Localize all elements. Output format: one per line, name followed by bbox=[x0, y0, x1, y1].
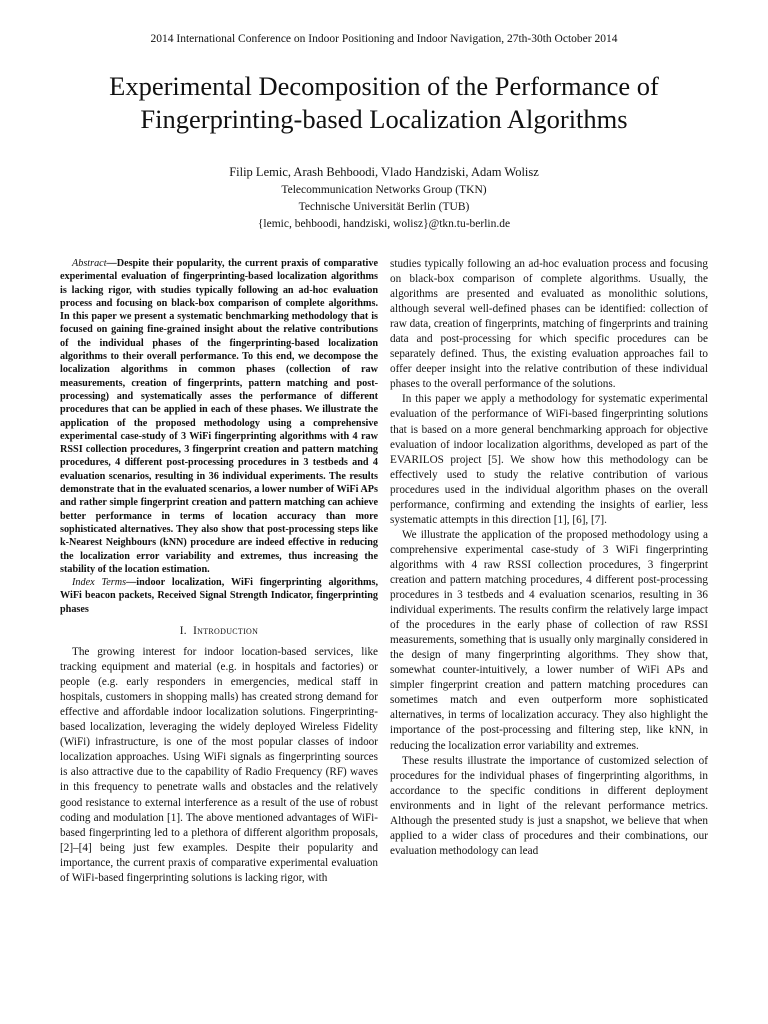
affiliation-group: Telecommunication Networks Group (TKN) bbox=[281, 184, 487, 196]
paper-title bbox=[40, 70, 728, 136]
index-terms bbox=[60, 576, 378, 616]
author-names: Filip Lemic, Arash Behboodi, Vlado Handziski, Adam Wolisz bbox=[229, 165, 539, 179]
abstract-text: —Despite their popularity, the current praxis of comparative experimental evaluation of fingerprinting-based localization algorithms is lacking rigor, with studies typically following an ad-hoc evaluation process and focusing on black-box comparison of complete algorithms. In this paper we present a systematic benchmarking methodology that is focused on gaining fine-grained insight about the relative contributions of the individual phases of the fingerprinting-based localization algorithms to their overall performance. To this end, we decompose the localization algorithms in common phases (collection of raw measurements, creation of fingerprints, pattern matching and post-processing) and systematically asses the performance of different procedures that can be applied in each of these phases. We illustrate the application of the proposed methodology using a comprehensive experimental case-study of 3 WiFi fingerprinting algorithms with 4 raw RSSI collection procedures, 3 fingerprint creation and pattern matching procedures, 4 different post-processing procedures in 3 testbeds and 4 evaluation scenarios, resulting in 36 individual experiments. The results demonstrate that in the evaluated scenarios, a lower number of WiFi APs and rather simple fingerprint creation and pattern matching can achieve better performance in terms of location accuracy than more sophisticated alternatives. They also show that post-processing steps like k-Nearest Neighbours (kNN) procedure are indeed effective in reducing the localization error variability and extremes, thus increasing the stability of the location estimation. bbox=[60, 258, 378, 575]
section-heading-introduction bbox=[60, 624, 378, 639]
affiliation-university: Technische Universität Berlin (TUB) bbox=[298, 201, 470, 213]
author-emails: {lemic, behboodi, handziski, wolisz}@tkn.tu-berlin.de bbox=[257, 218, 511, 230]
intro-paragraph-continued: studies typically following an ad-hoc evaluation process and focusing on black-box comparison of complete algorithms. Usually, the algorithms are presented and evaluated as monolithic solutions, although several well-defined phases can be identified: collection of raw data, creation of fingerprints, matching of fingerprints and training data and post-processing for which specific procedures can be separately defined. Thus, the existing evaluation approaches fail to offer deeper insight into the relative contribution of these individual phases to the overall performance of the solutions. bbox=[390, 258, 708, 391]
section-number: I. bbox=[179, 625, 187, 638]
author-block bbox=[0, 162, 768, 233]
index-terms-text: —indoor localization, WiFi fingerprinting algorithms, WiFi beacon packets, Received Signal Strength Indicator, fingerprinting phases bbox=[60, 577, 378, 615]
intro-paragraph-3: We illustrate the application of the proposed methodology using a comprehensive experimental case-study of 3 WiFi fingerprinting algorithms with 4 raw RSSI collection procedures, 3 fingerprint creation and pattern matching procedures, 4 different post-processing procedures in 3 testbeds and 4 evaluation scenarios, resulting in 36 individual experiments. The results confirm the relatively large impact of the procedures in the early phase of collection of raw RSSI measurements, something that is usually only marginally considered in the design of many fingerprinting algorithms. They show that, somewhat counter-intuitively, a lower number of WiFi APs and simpler fingerprint creation and pattern matching procedures can sometimes match and even outperform more sophisticated alternatives, in terms of localization accuracy. They also highlight the importance of the post-processing and filtering step, like kNN, in reducing the localization error variability and extremes. bbox=[390, 528, 708, 752]
index-terms-label: Index Terms bbox=[72, 577, 127, 589]
abstract-label: Abstract bbox=[72, 258, 107, 269]
intro-paragraph-1: The growing interest for indoor location-based services, like tracking equipment and material (e.g. in hospitals and factories) or people (e.g. early responders in emergencies, medical staff in hospitals, customers in shopping malls) has created strong demand for effective and affordable indoor localization solutions. Fingerprinting-based localization, leveraging the widely deployed Wireless Fidelity (WiFi) infrastructure, is one of the most popular classes of indoor localization approaches. Using WiFi signals as fingerprinting sources is also attractive due to the capability of Radio Frequency (RF) waves in this frequency to penetrate walls and obstacles and the relatively good resistance to external interference as a result of the use of robust coding and modulation [1]. The above mentioned advantages of WiFi-based fingerprinting led to a plethora of different algorithm proposals, [2]–[4] being just few examples. Despite their popularity and importance, the current praxis of comparative experimental evaluation of WiFi-based fingerprinting solutions is lacking rigor, with bbox=[60, 646, 378, 884]
abstract bbox=[60, 257, 378, 576]
intro-paragraph-4: These results illustrate the importance of customized selection of procedures for the individual phases of fingerprinting algorithms, in accordance to the specific conditions in different deployment environments and in light of the relevant performance metrics. Although the presented study is just a snapshot, we believe that when applied to a wider class of procedures and their combinations, our evaluation methodology can lead bbox=[390, 754, 708, 857]
right-column bbox=[390, 257, 708, 859]
section-title: Introduction bbox=[193, 625, 259, 638]
paper-title-line-1: Experimental Decomposition of the Performance of bbox=[109, 71, 659, 101]
left-column bbox=[60, 257, 378, 886]
paper-title-line-2: Fingerprinting-based Localization Algorithms bbox=[140, 104, 628, 134]
intro-paragraph-2: In this paper we apply a methodology for systematic experimental evaluation of the performance of WiFi-based fingerprinting solutions that is based on a more general benchmarking approach for objective evaluation of indoor localization algorithms, developed as part of the EVARILOS project [5]. We show how this methodology can be effectively used to study the relative contribution of various procedures used in the individual algorithm phases on the overall performance, confirming and extending the insights of earlier, less systematic attempts in this direction [1], [6], [7]. bbox=[390, 393, 708, 526]
conference-header: 2014 International Conference on Indoor Positioning and Indoor Navigation, 27th-30th October 2014 bbox=[150, 33, 618, 45]
